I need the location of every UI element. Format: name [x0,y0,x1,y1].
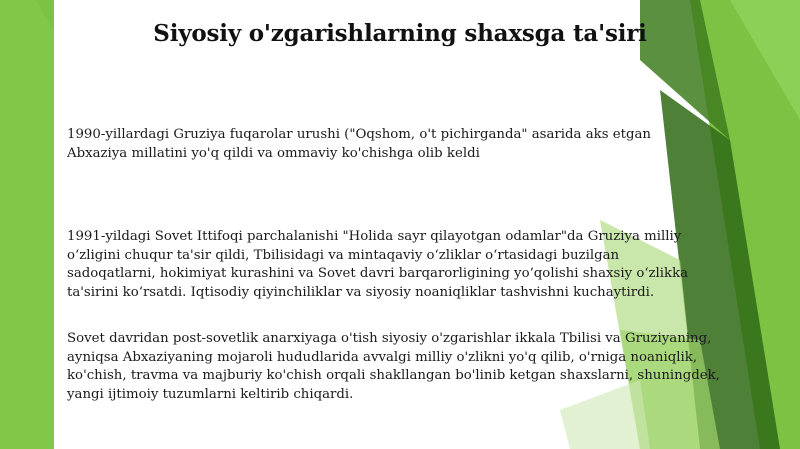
paragraph-1: 1990-yillardagi Gruziya fuqarolar urushi ("Oqshom, o't pichirganda" asarida aks etgan Abxaziya millatini yo'q qildi va ommaviy ko'chishga olib keldi [67,127,651,161]
paragraph-3: Sovet davridan post-sovetlik anarxiyaga o'tish siyosiy o'zgarishlar ikkala Tbilisi va Gruziyaning, ayniqsa Abxaziyaning mojaroli hududlarida avvalgi milliy o'zlikni yo'q qilib, o'rniga noaniqlik, ko'chish, travma va majburiy ko'chish orqali shakllangan bo'linib ketgan shaxslarni, shuningdek, yangi ijtimoiy tuzumlarni keltirib chiqardi. [67,331,720,402]
slide-title: Siyosiy o'zgarishlarning shaxsga ta'siri [153,20,647,47]
paragraph-2: 1991-yildagi Sovet Ittifoqi parchalanishi "Holida sayr qilayotgan odamlar"da Gruziya milliy o‘zligini chuqur ta'sir qildi, Tbilisidagi va mintaqaviy o‘zliklar o‘rtasidagi buzilgan sadoqatlarni, hokimiyat kurashini va Sovet davri barqarorligining yo‘qolishi shaxsiy o‘zlikka ta'sirini ko‘rsatdi. Iqtisodiy qiyinchiliklar va siyosiy noaniqliklar tashvishni kuchaytirdi. [67,229,689,300]
